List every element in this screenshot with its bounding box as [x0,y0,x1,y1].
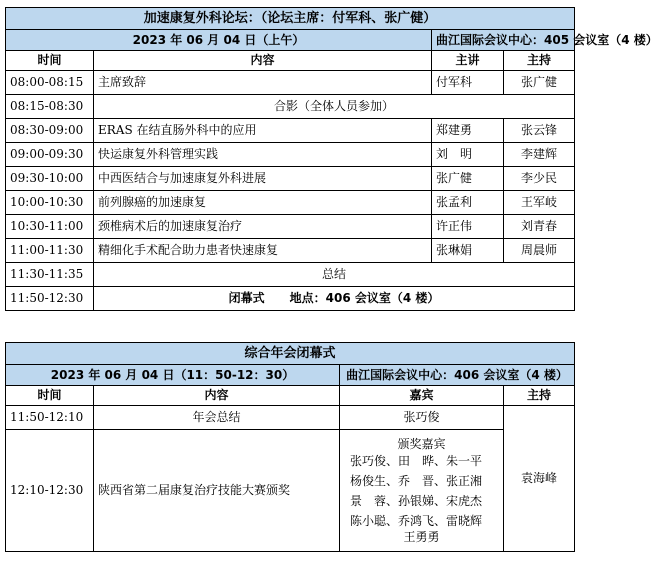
closing-host: 袁海峰 [504,406,575,552]
header-guests: 嘉宾 [340,386,504,406]
row-host: 张云锋 [504,119,575,143]
row-time: 11:50-12:30 [6,287,94,311]
header-speaker: 主讲 [432,51,504,71]
header-content: 内容 [94,386,340,406]
row-speaker: 郑建勇 [432,119,504,143]
row-speaker: 付军科 [432,71,504,95]
table-row [6,287,575,311]
row-time: 12:10-12:30 [6,430,94,552]
table-row [6,263,575,287]
header-content: 内容 [94,51,432,71]
row-content: 颈椎病术后的加速康复治疗 [94,215,432,239]
header-time: 时间 [6,51,94,71]
row-host: 李建辉 [504,143,575,167]
row-time: 10:00-10:30 [6,191,94,215]
row-guests: 张巧俊 [340,406,504,430]
row-speaker: 张琳娟 [432,239,504,263]
forum-venue: 曲江国际会议中心：405 会议室（4 楼） [432,30,575,51]
row-content: 主席致辞 [94,71,432,95]
closing-title: 综合年会闭幕式 [6,343,575,365]
table-row [6,71,575,95]
row-content: 中西医结合与加速康复外科进展 [94,167,432,191]
row-content: ERAS 在结直肠外科中的应用 [94,119,432,143]
table-row [6,95,575,119]
closing-place: 地点：406 会议室（4 楼） [289,291,440,305]
row-content: 陕西省第二届康复治疗技能大赛颁奖 [94,430,340,552]
awards-name-line: 张巧俊、田 晔、朱一平 [350,453,483,468]
closing-schedule-table [5,342,575,552]
table-row [6,119,575,143]
row-time: 09:00-09:30 [6,143,94,167]
awards-title: 颁奖嘉宾 [397,436,446,451]
row-speaker: 刘 明 [432,143,504,167]
row-time: 10:30-11:00 [6,215,94,239]
row-content: 总结 [94,263,575,287]
row-content: 年会总结 [94,406,340,430]
row-content: 前列腺癌的加速康复 [94,191,432,215]
awards-last-name: 王勇勇 [403,529,440,544]
table-row [6,406,575,430]
forum-title: 加速康复外科论坛：（论坛主席：付军科、张广健） [6,8,575,30]
awards-guests-cell [340,430,504,552]
row-content: 快运康复外科管理实践 [94,143,432,167]
row-speaker: 许正伟 [432,215,504,239]
awards-name-line: 景 蓉、孙银娣、宋虎杰 [350,493,483,508]
forum-date: 2023 年 06 月 04 日（上午） [6,30,432,51]
table-row [6,215,575,239]
row-time: 11:30-11:35 [6,263,94,287]
awards-name-line: 杨俊生、乔 晋、张正湘 [350,473,483,488]
awards-name-line: 陈小聪、乔鸿飞、雷晓辉 [350,513,483,528]
row-time: 09:30-10:00 [6,167,94,191]
row-host: 周晨师 [504,239,575,263]
table-row [6,239,575,263]
row-time: 08:15-08:30 [6,95,94,119]
table-row [6,191,575,215]
row-content: 合影（全体人员参加） [94,95,575,119]
header-time: 时间 [6,386,94,406]
header-host: 主持 [504,51,575,71]
header-host: 主持 [504,386,575,406]
row-time: 08:00-08:15 [6,71,94,95]
table-row [6,167,575,191]
table-row [6,430,575,552]
row-speaker: 张孟利 [432,191,504,215]
row-content: 精细化手术配合助力患者快速康复 [94,239,432,263]
closing-date: 2023 年 06 月 04 日（11：50-12：30） [6,365,340,386]
forum-schedule-table [5,7,658,311]
table-row [6,143,575,167]
row-time: 11:00-11:30 [6,239,94,263]
row-time: 08:30-09:00 [6,119,94,143]
row-host: 张广健 [504,71,575,95]
row-time: 11:50-12:10 [6,406,94,430]
closing-ceremony-cell [94,287,575,311]
row-host: 李少民 [504,167,575,191]
closing-venue: 曲江国际会议中心：406 会议室（4 楼） [340,365,575,386]
row-speaker: 张广健 [432,167,504,191]
closing-label: 闭幕式 [228,291,265,305]
row-host: 王军岐 [504,191,575,215]
row-host: 刘青春 [504,215,575,239]
